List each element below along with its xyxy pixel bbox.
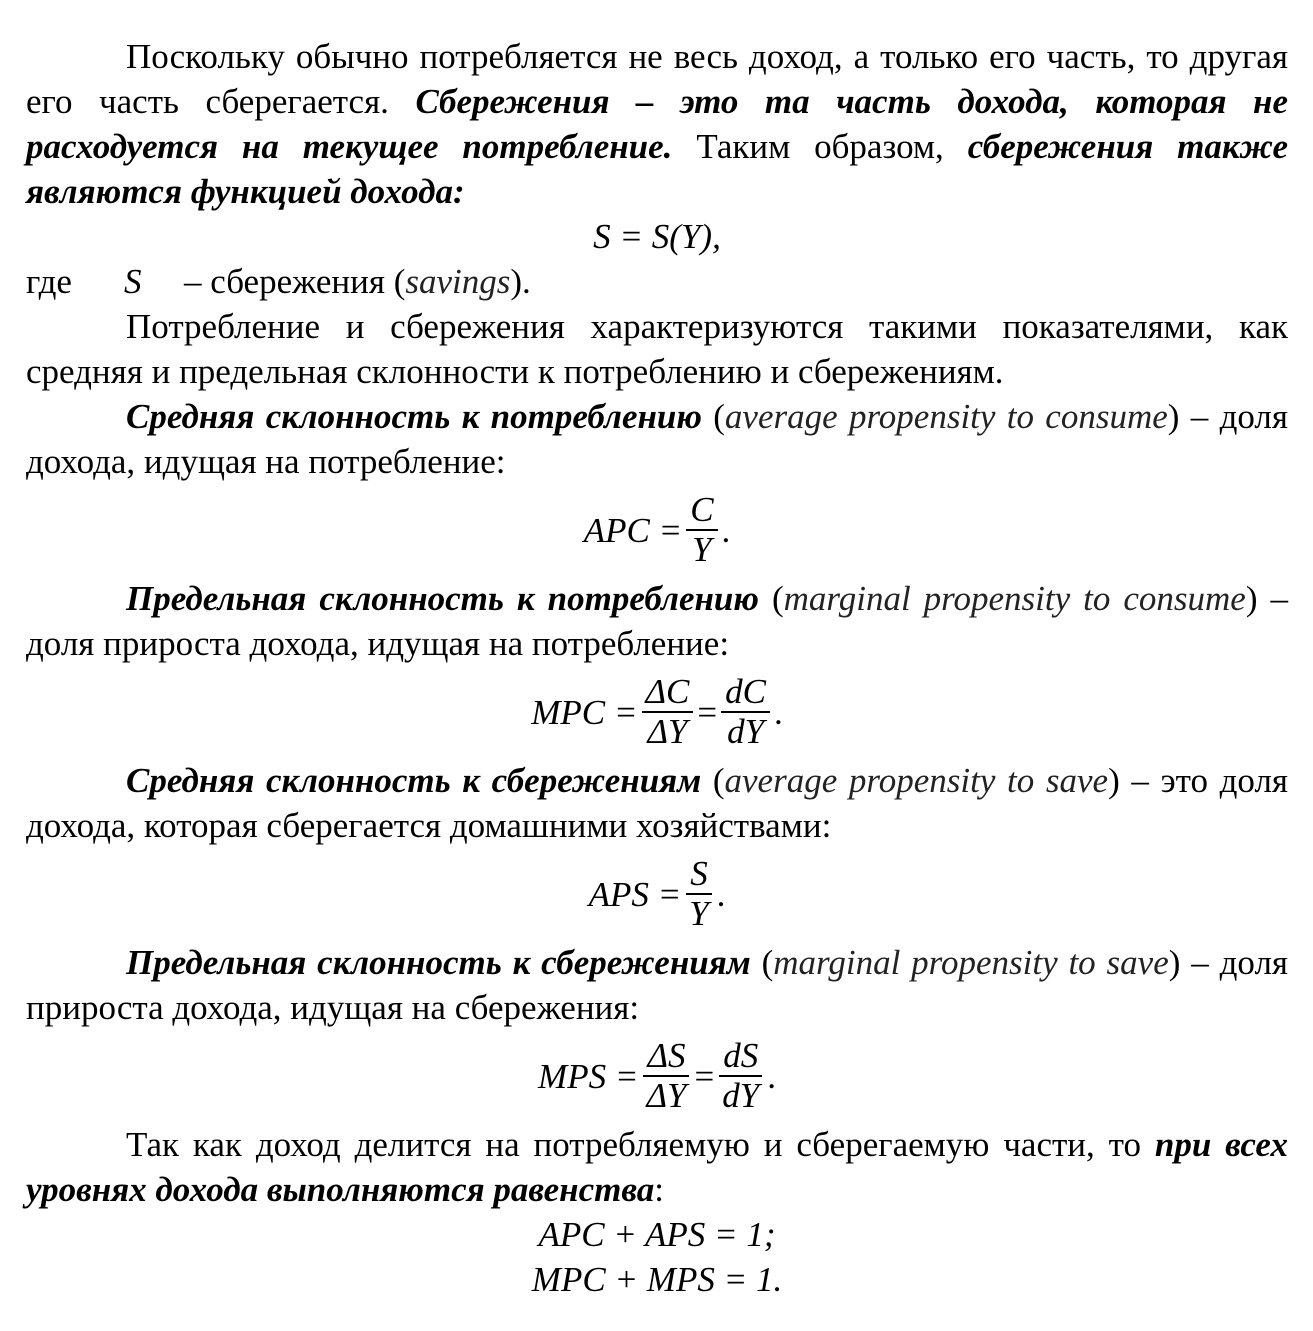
paragraph-indicators: Потребление и сбережения характеризуются такими показателями, как средняя и предельная склонности к потреблению и сбережениям. [26, 307, 1288, 391]
mpc-english-term: marginal propensity to consume [783, 579, 1246, 618]
paragraph-identities: Так как доход делится на потребляемую и сберегаемую части, то при всех уровнях дохода выполняются равенства: [26, 1125, 1288, 1209]
savings-function-statement: сбережения также являются функцией дохода: [26, 127, 1288, 211]
formula-aps: APS = $\frac{S}{Y}$ . [588, 854, 726, 933]
mpc-term: Предельная склонность к потреблению [126, 579, 759, 618]
formula-mpc: MPC = $\frac{\Delta C}{\Delta Y}$ = $\frac{dC}{dY}$ . [531, 672, 783, 751]
mps-term: Предельная склонность к сбережениям [126, 943, 751, 982]
formula-savings-function: S = S(Y), [593, 217, 721, 256]
paragraph-aps: Средняя склонность к сбережениям (average propensity to save) – это доля дохода, которая сберегается домашними хозяйствами: [26, 761, 1289, 845]
mpc-fraction-derivative: $\frac{dC}{dY}$ [721, 673, 770, 751]
aps-term: Средняя склонность к сбережениям [126, 761, 702, 800]
formula-apc: APC = $\frac{C}{Y}$ . [583, 490, 731, 569]
mps-english-term: marginal propensity to save [773, 943, 1169, 982]
where-description: – сбережения (savings). [184, 262, 531, 301]
savings-definition: Сбережения – это та часть дохода, которая не расходуется на текущее потребление. [26, 82, 1289, 166]
apc-term: Средняя склонность к потреблению [126, 397, 702, 436]
formula-mps: MPS = $\frac{\Delta S}{\Delta Y}$ = $\frac{dS}{dY}$ . [538, 1036, 776, 1115]
aps-fraction: $\frac{S}{Y}$ [685, 855, 712, 933]
where-word: где [26, 262, 72, 301]
paragraph-mps: Предельная склонность к сбережениям (marginal propensity to save) – доля прироста дохода, идущая на сбережения: [26, 943, 1289, 1027]
savings-intro-text-2: Таким образом, [672, 127, 968, 166]
formula-average-identity: APC + APS = 1; [538, 1215, 776, 1254]
identities-statement: при всех уровнях дохода выполняются равенства [26, 1125, 1288, 1209]
savings-intro-text: Поскольку обычно потребляется не весь доход, а только его часть, то другая его часть сберегается. [26, 37, 1288, 121]
where-symbol: S [124, 262, 142, 301]
where-clause [26, 259, 1288, 304]
paragraph-apc: Средняя склонность к потреблению (average propensity to consume) – доля дохода, идущая на потребление: [26, 397, 1288, 481]
where-english-term: savings [405, 262, 511, 301]
mps-fraction-derivative: $\frac{dS}{dY}$ [718, 1037, 763, 1115]
paragraph-mpc: Предельная склонность к потреблению (marginal propensity to consume) – доля прироста дохода, идущая на потребление: [26, 579, 1289, 663]
mpc-fraction-delta: $\frac{\Delta C}{\Delta Y}$ [642, 673, 694, 751]
aps-english-term: average propensity to save [724, 761, 1109, 800]
document-page [26, 34, 1288, 1302]
formula-marginal-identity: MPC + MPS = 1. [531, 1260, 783, 1299]
apc-english-term: average propensity to consume [724, 397, 1168, 436]
apc-fraction: $\frac{C}{Y}$ [686, 491, 717, 569]
paragraph-savings-intro [26, 34, 1288, 214]
mps-fraction-delta: $\frac{\Delta S}{\Delta Y}$ [642, 1037, 690, 1115]
